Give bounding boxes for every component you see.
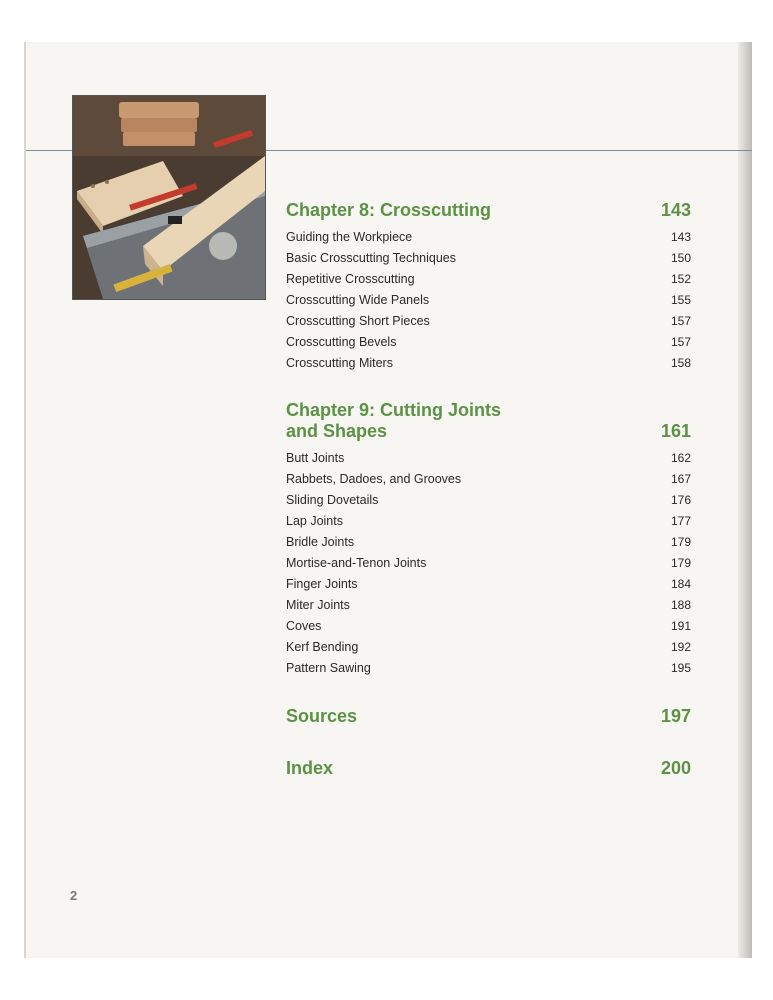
toc-entry [286, 658, 691, 679]
book-page [24, 42, 752, 958]
entry-page: 143 [670, 230, 691, 244]
chapter-page: 161 [660, 421, 691, 441]
entry-page: 157 [670, 335, 691, 349]
chapter-8-heading [286, 200, 691, 221]
entry-label: Kerf Bending [286, 640, 359, 654]
chapter-8-entries [286, 227, 691, 374]
entry-page: 179 [670, 535, 691, 549]
entry-label: Crosscutting Miters [286, 356, 393, 370]
entry-label: Miter Joints [286, 598, 350, 612]
entry-page: 176 [670, 493, 691, 507]
toc-entry [286, 469, 691, 490]
chapter-9-entries [286, 448, 691, 679]
entry-page: 150 [670, 251, 691, 265]
entry-label: Bridle Joints [286, 535, 355, 549]
section-title: Index [286, 758, 334, 778]
toc-entry [286, 290, 691, 311]
entry-label: Mortise-and-Tenon Joints [286, 556, 427, 570]
entry-label: Coves [286, 619, 322, 633]
entry-label: Lap Joints [286, 514, 343, 528]
page-number: 2 [70, 888, 78, 903]
toc-entry [286, 532, 691, 553]
entry-label: Pattern Sawing [286, 661, 371, 675]
toc-entry [286, 553, 691, 574]
toc-entry [286, 574, 691, 595]
entry-page: 177 [670, 514, 691, 528]
entry-page: 158 [670, 356, 691, 370]
toc-entry [286, 490, 691, 511]
entry-page: 179 [670, 556, 691, 570]
chapter-9-heading [286, 400, 691, 442]
entry-page: 188 [670, 598, 691, 612]
table-saw-illustration [73, 96, 265, 299]
page-gutter-shadow [738, 42, 752, 958]
entry-page: 152 [670, 272, 691, 286]
table-of-contents [286, 192, 691, 779]
index-heading [286, 758, 691, 779]
toc-entry [286, 616, 691, 637]
toc-entry [286, 637, 691, 658]
chapter-page: 143 [660, 200, 691, 220]
entry-page: 184 [670, 577, 691, 591]
sources-heading [286, 706, 691, 727]
entry-page: 195 [670, 661, 691, 675]
entry-label: Sliding Dovetails [286, 493, 379, 507]
entry-label: Butt Joints [286, 451, 345, 465]
entry-label: Crosscutting Bevels [286, 335, 397, 349]
chapter-title-line-1: Chapter 9: Cutting Joints [286, 400, 501, 420]
section-page: 197 [660, 706, 691, 726]
toc-entry [286, 248, 691, 269]
entry-label: Basic Crosscutting Techniques [286, 251, 456, 265]
entry-page: 192 [670, 640, 691, 654]
toc-entry [286, 227, 691, 248]
chapter-title: Chapter 8: Crosscutting [286, 200, 492, 220]
entry-label: Crosscutting Wide Panels [286, 293, 430, 307]
toc-entry [286, 332, 691, 353]
section-page: 200 [660, 758, 691, 778]
toc-entry [286, 269, 691, 290]
toc-entry [286, 311, 691, 332]
entry-page: 157 [670, 314, 691, 328]
crosscut-sled-photo [72, 95, 266, 300]
chapter-title-line-2: and Shapes [286, 421, 388, 441]
entry-page: 191 [670, 619, 691, 633]
toc-entry [286, 448, 691, 469]
entry-page: 162 [670, 451, 691, 465]
toc-entry [286, 511, 691, 532]
entry-label: Crosscutting Short Pieces [286, 314, 430, 328]
entry-page: 155 [670, 293, 691, 307]
entry-label: Repetitive Crosscutting [286, 272, 415, 286]
entry-page: 167 [670, 472, 691, 486]
entry-label: Finger Joints [286, 577, 358, 591]
entry-label: Rabbets, Dadoes, and Grooves [286, 472, 462, 486]
toc-entry [286, 595, 691, 616]
section-title: Sources [286, 706, 358, 726]
entry-label: Guiding the Workpiece [286, 230, 413, 244]
toc-entry [286, 353, 691, 374]
